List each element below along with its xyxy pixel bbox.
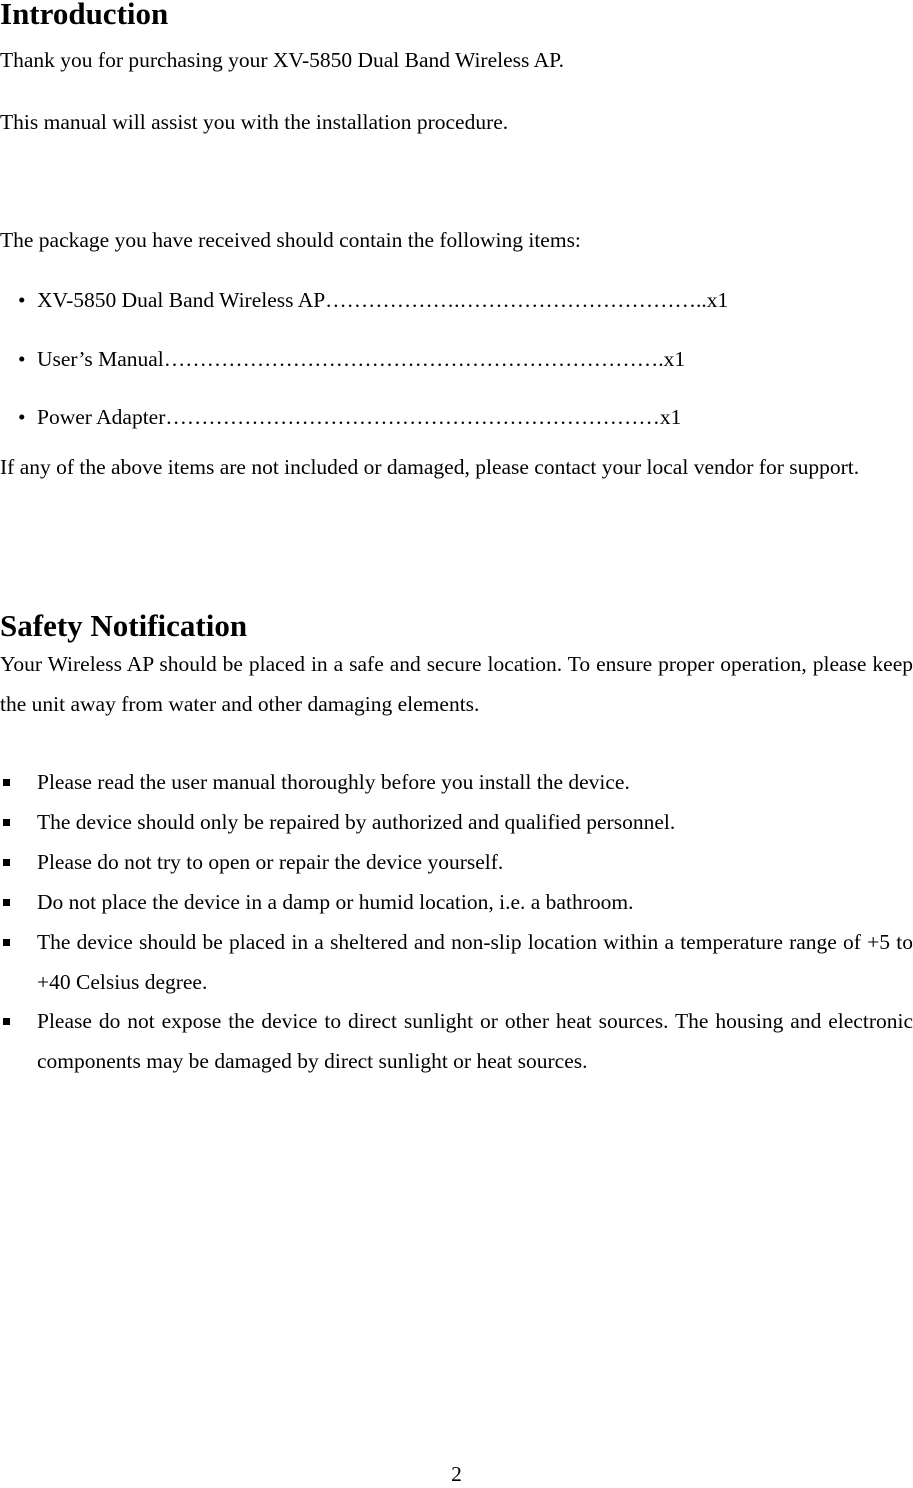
bullet-dot-icon: •: [18, 405, 26, 429]
safety-heading: Safety Notification: [0, 608, 248, 643]
intro-paragraph-thanks: Thank you for purchasing your XV-5850 Dual Band Wireless AP.: [0, 48, 565, 72]
package-item-text: Power Adapter……………………………………………………………x1: [37, 405, 682, 429]
square-bullet-icon: [3, 819, 10, 826]
introduction-heading: Introduction: [0, 0, 169, 31]
missing-items-note: If any of the above items are not included or damaged, please contact your local vendor for support.: [0, 455, 860, 479]
square-bullet-icon: [3, 1018, 10, 1025]
bullet-dot-icon: •: [18, 288, 26, 312]
safety-list-item-text: The device should be placed in a sheltered and non-slip location within a temperature range of +5 to +40 Celsius degree.: [37, 930, 913, 994]
safety-intro-paragraph: Your Wireless AP should be placed in a safe and secure location. To ensure proper operation, please keep the unit away from water and other damaging elements.: [0, 652, 913, 716]
bullet-dot-icon: •: [18, 347, 26, 371]
square-bullet-icon: [3, 899, 10, 906]
square-bullet-icon: [3, 779, 10, 786]
square-bullet-icon: [3, 859, 10, 866]
safety-list-item-text: Please do not expose the device to direct sunlight or other heat sources. The housing and electronic components may be damaged by direct sunlight or heat sources.: [37, 1009, 913, 1073]
square-bullet-icon: [3, 939, 10, 946]
package-item: [0, 280, 913, 320]
package-item-text: User’s Manual…………………………………………………………….x1: [37, 347, 686, 371]
safety-list-item-text: Please read the user manual thoroughly before you install the device.: [37, 770, 630, 794]
package-contents-intro: The package you have received should contain the following items:: [0, 228, 581, 252]
package-item: [0, 397, 913, 437]
safety-list-item-text: The device should only be repaired by authorized and qualified personnel.: [37, 810, 676, 834]
safety-list-item-text: Please do not try to open or repair the device yourself.: [37, 850, 504, 874]
intro-paragraph-manual: This manual will assist you with the installation procedure.: [0, 110, 509, 134]
safety-list-item-text: Do not place the device in a damp or humid location, i.e. a bathroom.: [37, 890, 634, 914]
package-item: [0, 339, 913, 379]
package-item-text: XV-5850 Dual Band Wireless AP……………….……………………………..x1: [37, 288, 729, 312]
page-number: 2: [451, 1462, 462, 1486]
